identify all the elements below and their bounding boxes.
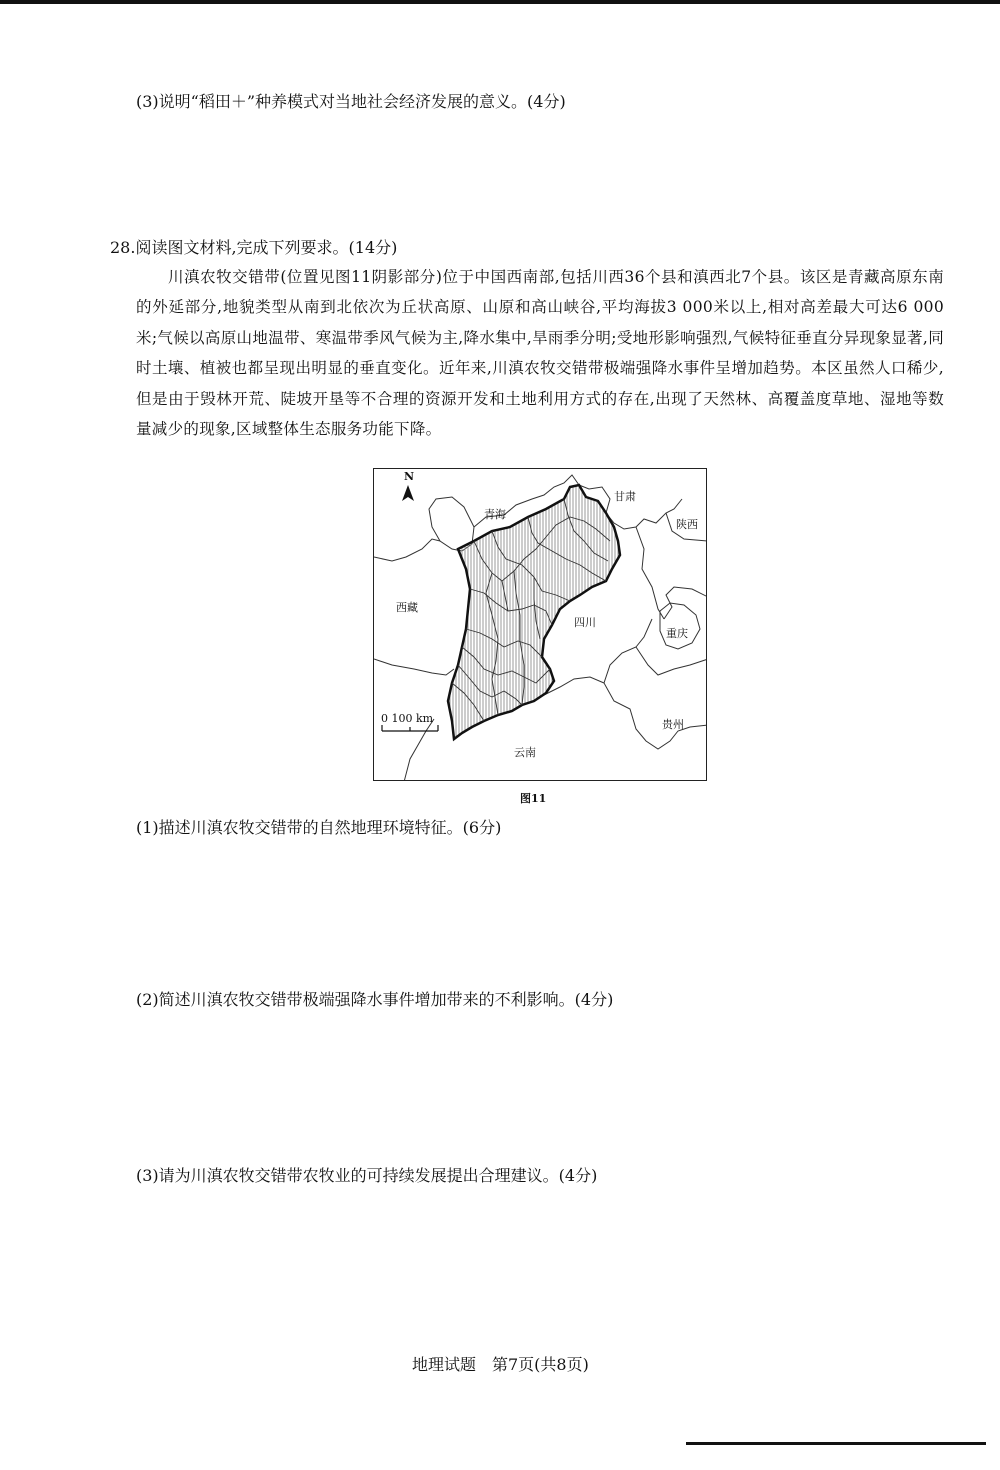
q28-sub1: (1)描述川滇农牧交错带的自然地理环境特征。(6分) bbox=[136, 818, 502, 837]
top-rule bbox=[0, 0, 1000, 4]
q28-heading: 28.阅读图文材料,完成下列要求。(14分) bbox=[110, 238, 398, 257]
interlaced-zone bbox=[448, 485, 620, 739]
q28-sub3: (3)请为川滇农牧交错带农牧业的可持续发展提出合理建议。(4分) bbox=[136, 1166, 598, 1185]
label-chongqing: 重庆 bbox=[666, 627, 688, 640]
q28-material: 川滇农牧交错带(位置见图11阴影部分)位于中国西南部,包括川西36个县和滇西北7个县。该区是青藏高原东南的外延部分,地貌类型从南到北依次为丘状高原、山原和高山峡谷,平均海拔3 000米以上,相对高差最大可达6 000米;气候以高原山地温带、寒温带季风气候为主,降水集中,旱雨季分明;受地形影响强烈,气候特征垂直分异现象显著,同时土壤、植被也都呈现出明显的垂直变化。近年来,川滇农牧交错带极端强降水事件呈增加趋势。本区虽然人口稀少,但是由于毁林开荒、陡坡开垦等不合理的资源开发和土地利用方式的存在,出现了天然林、高覆盖度草地、湿地等数量减少的现象,区域整体生态服务功能下降。 bbox=[136, 268, 944, 439]
north-label: N bbox=[404, 470, 415, 483]
label-gansu: 甘肃 bbox=[614, 490, 636, 503]
label-xizang: 西藏 bbox=[396, 601, 418, 614]
bottom-rule bbox=[686, 1442, 986, 1445]
label-yunnan: 云南 bbox=[514, 746, 536, 759]
page-footer: 地理试题 第7页(共8页) bbox=[412, 1355, 589, 1374]
label-qinghai: 青海 bbox=[484, 508, 506, 521]
label-shaanxi: 陕西 bbox=[676, 518, 698, 531]
q28-sub2: (2)简述川滇农牧交错带极端强降水事件增加带来的不利影响。(4分) bbox=[136, 990, 614, 1009]
north-arrow-icon bbox=[402, 485, 414, 501]
label-guizhou: 贵州 bbox=[662, 718, 684, 731]
scale-label: 0 100 km bbox=[381, 712, 434, 725]
chongqing-outline bbox=[660, 603, 700, 649]
figure-11-map bbox=[373, 468, 707, 781]
q27-sub3: (3)说明“稻田＋”种养模式对当地社会经济发展的意义。(4分) bbox=[136, 92, 566, 111]
label-sichuan: 四川 bbox=[574, 616, 596, 629]
figure-caption: 图11 bbox=[520, 792, 547, 805]
map-drawing bbox=[374, 469, 707, 781]
